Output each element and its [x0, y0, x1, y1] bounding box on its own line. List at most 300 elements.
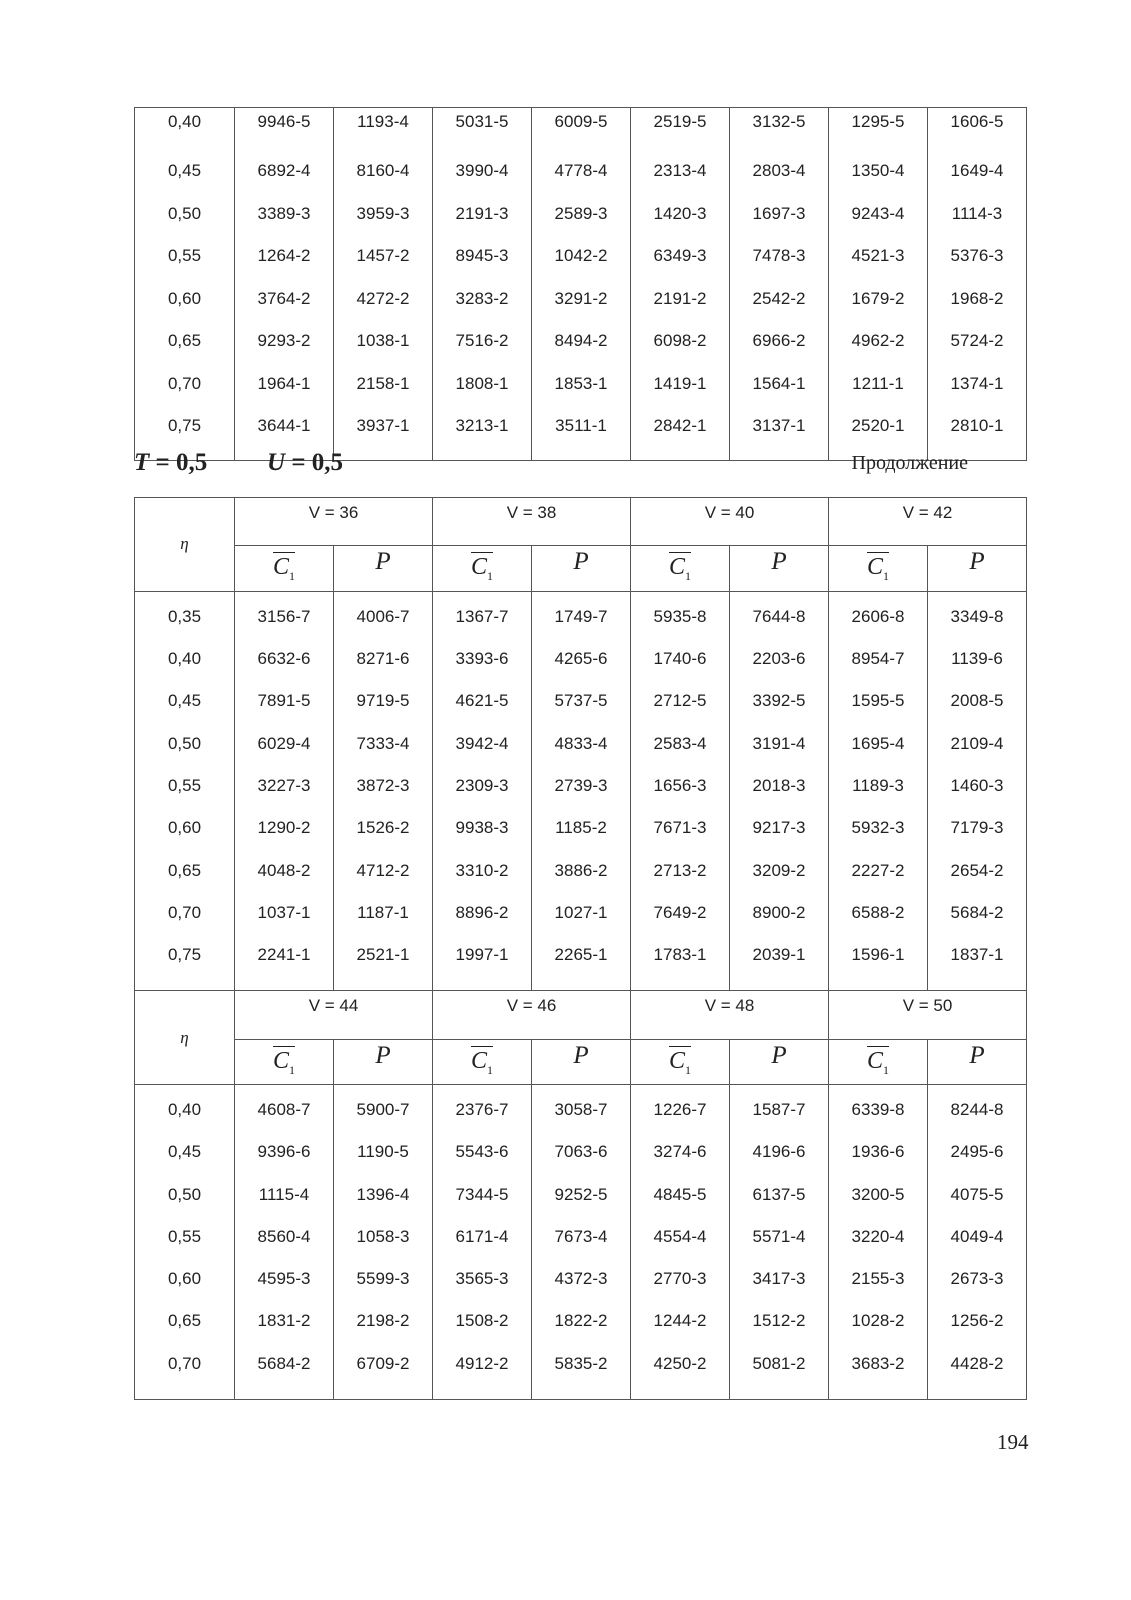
p-value-cell: 1749-7 [532, 591, 631, 638]
c1-value-cell: 4912-2 [433, 1343, 532, 1400]
c1-value-cell: 3393-6 [433, 638, 532, 680]
p-value-cell: 1564-1 [730, 363, 829, 406]
p-value-cell: 4428-2 [928, 1343, 1027, 1400]
p-symbol: P [375, 548, 391, 576]
c1-value-cell: 1964-1 [235, 363, 334, 406]
p-value-cell: 2203-6 [730, 638, 829, 680]
c1-value-cell: 2606-8 [829, 591, 928, 638]
t-symbol: T [134, 449, 150, 476]
eta-value-cell: 0,35 [135, 591, 235, 638]
c1-value-cell: 1679-2 [829, 278, 928, 321]
eta-value-cell: 0,55 [135, 765, 235, 807]
eta-value-cell: 0,60 [135, 1258, 235, 1300]
p-value-cell: 5724-2 [928, 320, 1027, 363]
v-label-cell: V = 46 [433, 991, 631, 1039]
c1-value-cell: 7891-5 [235, 680, 334, 722]
table-row [135, 680, 1027, 722]
c1-header-cell [631, 546, 730, 591]
eta-value-cell: 0,70 [135, 1343, 235, 1400]
column-symbol-row [135, 546, 1027, 591]
c1-value-cell: 1695-4 [829, 722, 928, 764]
p-value-cell: 4712-2 [334, 849, 433, 891]
c1-value-cell: 6029-4 [235, 722, 334, 764]
c1-symbol [471, 554, 493, 584]
p-symbol: P [969, 1041, 985, 1069]
c1-value-cell: 3565-3 [433, 1258, 532, 1300]
c1-value-cell: 3389-3 [235, 193, 334, 236]
eta-value-cell: 0,65 [135, 849, 235, 891]
eta-value-cell: 0,75 [135, 934, 235, 991]
c-letter: C [470, 1047, 487, 1074]
p-value-cell: 5684-2 [928, 892, 1027, 934]
c1-value-cell: 3644-1 [235, 405, 334, 460]
c1-value-cell: 6632-6 [235, 638, 334, 680]
c1-header-cell [631, 1039, 730, 1084]
c1-value-cell: 6171-4 [433, 1216, 532, 1258]
c-subscript: 1 [685, 569, 691, 584]
p-value-cell: 2495-6 [928, 1131, 1027, 1173]
c1-symbol [669, 554, 691, 584]
c1-value-cell: 2155-3 [829, 1258, 928, 1300]
table-row [135, 1131, 1027, 1173]
p-header-cell [532, 546, 631, 591]
c1-value-cell: 1189-3 [829, 765, 928, 807]
p-symbol: P [771, 1041, 787, 1069]
eta-value-cell: 0,65 [135, 1300, 235, 1342]
v-label-cell: V = 36 [235, 498, 433, 546]
eta-header-cell [135, 498, 235, 592]
p-value-cell: 1396-4 [334, 1173, 433, 1215]
p-value-cell: 1038-1 [334, 320, 433, 363]
p-value-cell: 3137-1 [730, 405, 829, 460]
p-value-cell: 1457-2 [334, 235, 433, 278]
t-value: = 0,5 [149, 449, 208, 476]
eta-header-cell [135, 991, 235, 1085]
c1-value-cell: 6349-3 [631, 235, 730, 278]
p-header-cell [532, 1039, 631, 1084]
p-value-cell: 1185-2 [532, 807, 631, 849]
c-letter: C [668, 1047, 685, 1074]
c1-value-cell: 3213-1 [433, 405, 532, 460]
c1-value-cell: 2713-2 [631, 849, 730, 891]
c1-value-cell: 3683-2 [829, 1343, 928, 1400]
c1-symbol [273, 554, 295, 584]
c1-value-cell: 3156-7 [235, 591, 334, 638]
p-value-cell: 4372-3 [532, 1258, 631, 1300]
c1-value-cell: 1350-4 [829, 150, 928, 193]
c1-value-cell: 1037-1 [235, 892, 334, 934]
c1-value-cell: 7344-5 [433, 1173, 532, 1215]
p-value-cell: 9252-5 [532, 1173, 631, 1215]
c1-value-cell: 5031-5 [433, 108, 532, 151]
table-row [135, 108, 1027, 151]
c1-value-cell: 2842-1 [631, 405, 730, 460]
p-value-cell: 7673-4 [532, 1216, 631, 1258]
table-row [135, 363, 1027, 406]
p-header-cell [928, 546, 1027, 591]
table-row [135, 892, 1027, 934]
c-subscript: 1 [487, 569, 493, 584]
eta-value-cell: 0,55 [135, 235, 235, 278]
p-symbol: P [375, 1041, 391, 1069]
p-value-cell: 2158-1 [334, 363, 433, 406]
p-value-cell: 1697-3 [730, 193, 829, 236]
p-value-cell: 7063-6 [532, 1131, 631, 1173]
c1-value-cell: 7649-2 [631, 892, 730, 934]
c-letter: C [866, 554, 883, 581]
p-value-cell: 1187-1 [334, 892, 433, 934]
table-row [135, 320, 1027, 363]
p-value-cell: 4006-7 [334, 591, 433, 638]
c1-value-cell: 9938-3 [433, 807, 532, 849]
top-table-body [135, 108, 1027, 461]
table-row [135, 235, 1027, 278]
c1-header-cell [235, 546, 334, 591]
p-value-cell: 3886-2 [532, 849, 631, 891]
p-value-cell: 7478-3 [730, 235, 829, 278]
c-letter: C [866, 1047, 883, 1074]
p-value-cell: 3872-3 [334, 765, 433, 807]
p-value-cell: 7333-4 [334, 722, 433, 764]
c1-value-cell: 4521-3 [829, 235, 928, 278]
p-value-cell: 1256-2 [928, 1300, 1027, 1342]
c-subscript: 1 [883, 1062, 889, 1077]
c1-value-cell: 3200-5 [829, 1173, 928, 1215]
p-value-cell: 6009-5 [532, 108, 631, 151]
p-value-cell: 2803-4 [730, 150, 829, 193]
c1-value-cell: 2309-3 [433, 765, 532, 807]
table-row [135, 934, 1027, 991]
p-value-cell: 8244-8 [928, 1084, 1027, 1131]
p-value-cell: 1526-2 [334, 807, 433, 849]
eta-value-cell: 0,40 [135, 1084, 235, 1131]
c1-value-cell: 5935-8 [631, 591, 730, 638]
c1-value-cell: 3220-4 [829, 1216, 928, 1258]
p-symbol: P [771, 548, 787, 576]
p-value-cell: 1822-2 [532, 1300, 631, 1342]
v-label-cell: V = 38 [433, 498, 631, 546]
c1-header-cell [829, 1039, 928, 1084]
c1-value-cell: 2313-4 [631, 150, 730, 193]
p-value-cell: 1649-4 [928, 150, 1027, 193]
p-value-cell: 1139-6 [928, 638, 1027, 680]
c1-value-cell: 9293-2 [235, 320, 334, 363]
table-row [135, 193, 1027, 236]
c1-value-cell: 8560-4 [235, 1216, 334, 1258]
p-symbol: P [969, 548, 985, 576]
section-heading [134, 449, 1026, 483]
p-value-cell: 4272-2 [334, 278, 433, 321]
eta-value-cell: 0,45 [135, 680, 235, 722]
c1-value-cell: 4608-7 [235, 1084, 334, 1131]
eta-value-cell: 0,60 [135, 278, 235, 321]
c1-value-cell: 9396-6 [235, 1131, 334, 1173]
p-value-cell: 6137-5 [730, 1173, 829, 1215]
c-letter: C [668, 554, 685, 581]
c1-value-cell: 6892-4 [235, 150, 334, 193]
c1-value-cell: 4048-2 [235, 849, 334, 891]
c1-value-cell: 6098-2 [631, 320, 730, 363]
p-value-cell: 1114-3 [928, 193, 1027, 236]
c1-header-cell [433, 546, 532, 591]
c1-symbol [867, 1048, 889, 1078]
p-value-cell: 1968-2 [928, 278, 1027, 321]
p-value-cell: 5376-3 [928, 235, 1027, 278]
v-label-cell: V = 48 [631, 991, 829, 1039]
c1-value-cell: 1595-5 [829, 680, 928, 722]
c1-value-cell: 1290-2 [235, 807, 334, 849]
c1-value-cell: 2191-3 [433, 193, 532, 236]
p-value-cell: 5571-4 [730, 1216, 829, 1258]
c1-value-cell: 3990-4 [433, 150, 532, 193]
c1-value-cell: 2583-4 [631, 722, 730, 764]
eta-value-cell: 0,50 [135, 1173, 235, 1215]
v-label-cell: V = 42 [829, 498, 1027, 546]
p-value-cell: 5900-7 [334, 1084, 433, 1131]
eta-value-cell: 0,70 [135, 363, 235, 406]
v-header-row [135, 991, 1027, 1039]
c1-value-cell: 1115-4 [235, 1173, 334, 1215]
table-row [135, 1258, 1027, 1300]
continuation-label: Продолжение [851, 452, 968, 474]
c1-value-cell: 2227-2 [829, 849, 928, 891]
p-value-cell: 2739-3 [532, 765, 631, 807]
p-value-cell: 2589-3 [532, 193, 631, 236]
c1-value-cell: 1936-6 [829, 1131, 928, 1173]
table-row [135, 278, 1027, 321]
c1-value-cell: 4250-2 [631, 1343, 730, 1400]
c1-value-cell: 3310-2 [433, 849, 532, 891]
eta-symbol: η [180, 534, 189, 554]
table-row [135, 1216, 1027, 1258]
p-value-cell: 3417-3 [730, 1258, 829, 1300]
p-value-cell: 3058-7 [532, 1084, 631, 1131]
p-value-cell: 4778-4 [532, 150, 631, 193]
p-value-cell: 2039-1 [730, 934, 829, 991]
p-value-cell: 1460-3 [928, 765, 1027, 807]
c-subscript: 1 [289, 569, 295, 584]
eta-value-cell: 0,55 [135, 1216, 235, 1258]
table-row [135, 765, 1027, 807]
c1-value-cell: 9243-4 [829, 193, 928, 236]
p-value-cell: 2109-4 [928, 722, 1027, 764]
t-parameter [134, 449, 207, 477]
p-value-cell: 2654-2 [928, 849, 1027, 891]
c1-value-cell: 2241-1 [235, 934, 334, 991]
p-value-cell: 1193-4 [334, 108, 433, 151]
p-value-cell: 2265-1 [532, 934, 631, 991]
u-value: = 0,5 [285, 449, 344, 476]
u-parameter [267, 449, 343, 477]
p-value-cell: 1853-1 [532, 363, 631, 406]
p-value-cell: 1190-5 [334, 1131, 433, 1173]
p-value-cell: 3937-1 [334, 405, 433, 460]
p-value-cell: 1587-7 [730, 1084, 829, 1131]
p-value-cell: 4265-6 [532, 638, 631, 680]
c1-value-cell: 7671-3 [631, 807, 730, 849]
c1-symbol [273, 1048, 295, 1078]
c1-value-cell: 3274-6 [631, 1131, 730, 1173]
p-value-cell: 3132-5 [730, 108, 829, 151]
p-value-cell: 1042-2 [532, 235, 631, 278]
c-subscript: 1 [883, 569, 889, 584]
table-row [135, 1084, 1027, 1131]
p-symbol: P [573, 1041, 589, 1069]
page-number: 194 [997, 1430, 1029, 1454]
p-value-cell: 3209-2 [730, 849, 829, 891]
c1-value-cell: 4962-2 [829, 320, 928, 363]
continuation-data-table [134, 497, 1027, 1400]
c-letter: C [272, 554, 289, 581]
c-letter: C [272, 1047, 289, 1074]
c1-value-cell: 1656-3 [631, 765, 730, 807]
p-value-cell: 5081-2 [730, 1343, 829, 1400]
p-value-cell: 8160-4 [334, 150, 433, 193]
c1-value-cell: 2191-2 [631, 278, 730, 321]
c1-symbol [867, 554, 889, 584]
column-symbol-row [135, 1039, 1027, 1084]
p-value-cell: 1058-3 [334, 1216, 433, 1258]
c1-value-cell: 1028-2 [829, 1300, 928, 1342]
p-value-cell: 1027-1 [532, 892, 631, 934]
c1-value-cell: 1295-5 [829, 108, 928, 151]
p-value-cell: 9217-3 [730, 807, 829, 849]
c1-value-cell: 5932-3 [829, 807, 928, 849]
c1-value-cell: 3283-2 [433, 278, 532, 321]
table-row [135, 849, 1027, 891]
c-subscript: 1 [685, 1062, 691, 1077]
p-value-cell: 3959-3 [334, 193, 433, 236]
v-label-cell: V = 44 [235, 991, 433, 1039]
p-value-cell: 4049-4 [928, 1216, 1027, 1258]
v-header-row [135, 498, 1027, 546]
p-value-cell: 3511-1 [532, 405, 631, 460]
c1-value-cell: 2770-3 [631, 1258, 730, 1300]
p-value-cell: 5599-3 [334, 1258, 433, 1300]
c1-value-cell: 5684-2 [235, 1343, 334, 1400]
p-value-cell: 2542-2 [730, 278, 829, 321]
c1-value-cell: 8954-7 [829, 638, 928, 680]
eta-value-cell: 0,50 [135, 722, 235, 764]
p-header-cell [928, 1039, 1027, 1084]
c1-value-cell: 3764-2 [235, 278, 334, 321]
p-value-cell: 9719-5 [334, 680, 433, 722]
p-value-cell: 5835-2 [532, 1343, 631, 1400]
c1-value-cell: 1740-6 [631, 638, 730, 680]
c1-value-cell: 1420-3 [631, 193, 730, 236]
c1-value-cell: 4595-3 [235, 1258, 334, 1300]
p-value-cell: 3349-8 [928, 591, 1027, 638]
table-row [135, 591, 1027, 638]
continuation-table-body [135, 498, 1027, 1400]
c1-value-cell: 2712-5 [631, 680, 730, 722]
c-subscript: 1 [487, 1062, 493, 1077]
p-value-cell: 4075-5 [928, 1173, 1027, 1215]
c1-value-cell: 1211-1 [829, 363, 928, 406]
p-value-cell: 1837-1 [928, 934, 1027, 991]
c1-value-cell: 2376-7 [433, 1084, 532, 1131]
c1-value-cell: 5543-6 [433, 1131, 532, 1173]
c1-header-cell [829, 546, 928, 591]
c1-value-cell: 6339-8 [829, 1084, 928, 1131]
c1-value-cell: 6588-2 [829, 892, 928, 934]
c1-value-cell: 1367-7 [433, 591, 532, 638]
eta-value-cell: 0,45 [135, 1131, 235, 1173]
c-letter: C [470, 554, 487, 581]
c1-value-cell: 4621-5 [433, 680, 532, 722]
eta-value-cell: 0,70 [135, 892, 235, 934]
table-row [135, 1300, 1027, 1342]
p-value-cell: 6966-2 [730, 320, 829, 363]
eta-value-cell: 0,65 [135, 320, 235, 363]
table-row [135, 150, 1027, 193]
eta-value-cell: 0,60 [135, 807, 235, 849]
v-label-cell: V = 50 [829, 991, 1027, 1039]
c1-value-cell: 4554-4 [631, 1216, 730, 1258]
u-symbol: U [267, 449, 286, 476]
c1-value-cell: 1596-1 [829, 934, 928, 991]
p-value-cell: 2673-3 [928, 1258, 1027, 1300]
p-value-cell: 1374-1 [928, 363, 1027, 406]
p-value-cell: 3191-4 [730, 722, 829, 764]
p-value-cell: 2521-1 [334, 934, 433, 991]
eta-symbol: η [180, 1027, 189, 1047]
table-row [135, 1343, 1027, 1400]
c1-value-cell: 1997-1 [433, 934, 532, 991]
c1-value-cell: 1831-2 [235, 1300, 334, 1342]
p-value-cell: 8494-2 [532, 320, 631, 363]
c1-value-cell: 8896-2 [433, 892, 532, 934]
eta-value-cell: 0,45 [135, 150, 235, 193]
c1-value-cell: 1783-1 [631, 934, 730, 991]
p-value-cell: 4196-6 [730, 1131, 829, 1173]
c1-value-cell: 3227-3 [235, 765, 334, 807]
table-row [135, 722, 1027, 764]
p-value-cell: 7179-3 [928, 807, 1027, 849]
p-value-cell: 2018-3 [730, 765, 829, 807]
c1-value-cell: 1808-1 [433, 363, 532, 406]
c1-header-cell [433, 1039, 532, 1084]
p-value-cell: 3392-5 [730, 680, 829, 722]
p-value-cell: 4833-4 [532, 722, 631, 764]
p-value-cell: 1512-2 [730, 1300, 829, 1342]
p-value-cell: 2810-1 [928, 405, 1027, 460]
c1-value-cell: 1226-7 [631, 1084, 730, 1131]
c1-value-cell: 2520-1 [829, 405, 928, 460]
p-value-cell: 2008-5 [928, 680, 1027, 722]
p-value-cell: 8900-2 [730, 892, 829, 934]
eta-value-cell: 0,40 [135, 638, 235, 680]
c1-value-cell: 1508-2 [433, 1300, 532, 1342]
table-row [135, 1173, 1027, 1215]
c1-value-cell: 7516-2 [433, 320, 532, 363]
c1-value-cell: 1264-2 [235, 235, 334, 278]
eta-value-cell: 0,40 [135, 108, 235, 151]
c1-value-cell: 9946-5 [235, 108, 334, 151]
c1-value-cell: 3942-4 [433, 722, 532, 764]
c1-value-cell: 4845-5 [631, 1173, 730, 1215]
p-header-cell [730, 546, 829, 591]
eta-value-cell: 0,50 [135, 193, 235, 236]
c1-value-cell: 1244-2 [631, 1300, 730, 1342]
p-header-cell [334, 546, 433, 591]
c1-value-cell: 8945-3 [433, 235, 532, 278]
p-value-cell: 8271-6 [334, 638, 433, 680]
p-value-cell: 2198-2 [334, 1300, 433, 1342]
p-value-cell: 3291-2 [532, 278, 631, 321]
p-header-cell [334, 1039, 433, 1084]
top-data-table [134, 107, 1027, 461]
